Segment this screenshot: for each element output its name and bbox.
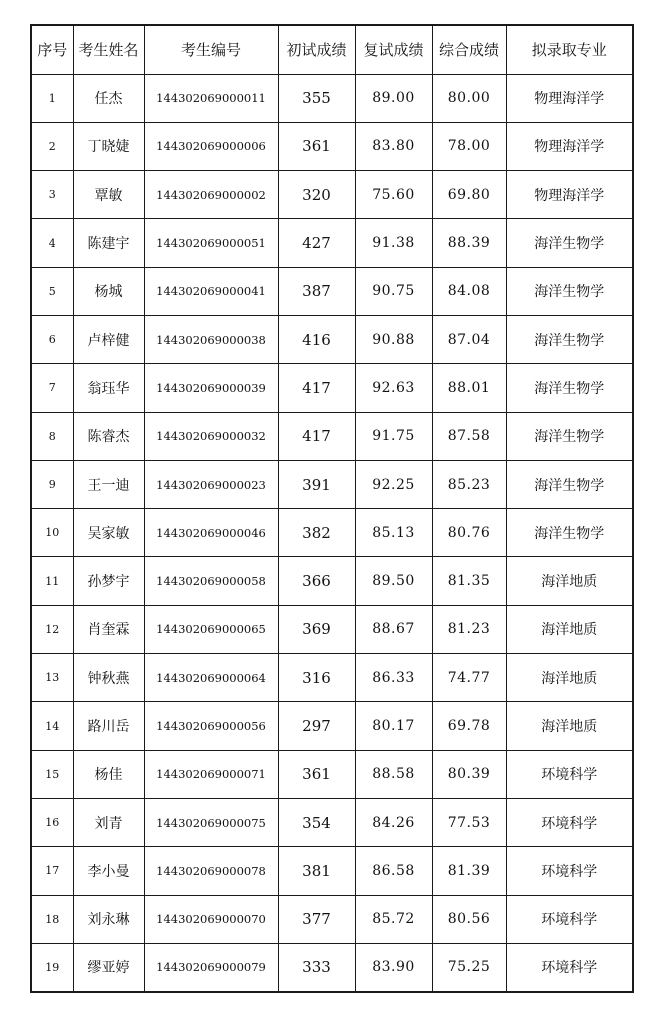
name-cell: 路川岳 <box>73 702 144 750</box>
table-row <box>31 74 633 122</box>
initial-score-cell: 417 <box>278 412 355 460</box>
initial-score-cell: 391 <box>278 460 355 508</box>
major-cell: 海洋生物学 <box>506 509 633 557</box>
retest-score-cell: 88.58 <box>355 750 432 798</box>
candidate-id-cell: 144302069000064 <box>144 654 278 702</box>
candidate-id-cell: 144302069000071 <box>144 750 278 798</box>
total-score-cell: 81.23 <box>432 605 506 653</box>
index-cell: 12 <box>31 605 73 653</box>
initial-score-cell: 387 <box>278 267 355 315</box>
initial-score-cell: 333 <box>278 943 355 991</box>
table-row <box>31 798 633 846</box>
name-cell: 钟秋燕 <box>73 654 144 702</box>
name-cell: 杨佳 <box>73 750 144 798</box>
initial-score-cell: 377 <box>278 895 355 943</box>
table-row <box>31 171 633 219</box>
index-cell: 5 <box>31 267 73 315</box>
index-cell: 9 <box>31 460 73 508</box>
major-cell: 物理海洋学 <box>506 122 633 170</box>
retest-score-cell: 85.72 <box>355 895 432 943</box>
index-cell: 3 <box>31 171 73 219</box>
index-cell: 7 <box>31 364 73 412</box>
total-score-cell: 69.80 <box>432 171 506 219</box>
table-row <box>31 750 633 798</box>
index-cell: 10 <box>31 509 73 557</box>
table-row <box>31 219 633 267</box>
retest-score-cell: 90.88 <box>355 315 432 363</box>
table-row <box>31 605 633 653</box>
index-cell: 13 <box>31 654 73 702</box>
total-score-cell: 75.25 <box>432 943 506 991</box>
retest-score-cell: 92.25 <box>355 460 432 508</box>
major-cell: 环境科学 <box>506 943 633 991</box>
candidate-id-cell: 144302069000023 <box>144 460 278 508</box>
retest-score-cell: 92.63 <box>355 364 432 412</box>
name-cell: 孙梦宇 <box>73 557 144 605</box>
major-cell: 海洋生物学 <box>506 267 633 315</box>
total-score-cell: 84.08 <box>432 267 506 315</box>
name-cell: 卢梓健 <box>73 315 144 363</box>
header-row <box>31 25 633 74</box>
total-score-cell: 88.01 <box>432 364 506 412</box>
table-row <box>31 315 633 363</box>
candidate-id-cell: 144302069000070 <box>144 895 278 943</box>
candidate-id-cell: 144302069000065 <box>144 605 278 653</box>
total-score-cell: 80.00 <box>432 74 506 122</box>
name-cell: 肖奎霖 <box>73 605 144 653</box>
initial-score-cell: 427 <box>278 219 355 267</box>
candidate-id-cell: 144302069000032 <box>144 412 278 460</box>
table-row <box>31 943 633 991</box>
retest-score-cell: 75.60 <box>355 171 432 219</box>
header-candidate-id: 考生编号 <box>144 25 278 74</box>
initial-score-cell: 382 <box>278 509 355 557</box>
major-cell: 海洋生物学 <box>506 460 633 508</box>
initial-score-cell: 320 <box>278 171 355 219</box>
retest-score-cell: 90.75 <box>355 267 432 315</box>
header-total-score: 综合成绩 <box>432 25 506 74</box>
index-cell: 15 <box>31 750 73 798</box>
major-cell: 环境科学 <box>506 750 633 798</box>
major-cell: 海洋地质 <box>506 605 633 653</box>
admission-table <box>30 24 634 993</box>
retest-score-cell: 91.38 <box>355 219 432 267</box>
name-cell: 王一迪 <box>73 460 144 508</box>
total-score-cell: 80.76 <box>432 509 506 557</box>
major-cell: 海洋地质 <box>506 557 633 605</box>
table-row <box>31 895 633 943</box>
index-cell: 19 <box>31 943 73 991</box>
major-cell: 环境科学 <box>506 895 633 943</box>
index-cell: 11 <box>31 557 73 605</box>
major-cell: 物理海洋学 <box>506 74 633 122</box>
candidate-id-cell: 144302069000046 <box>144 509 278 557</box>
total-score-cell: 69.78 <box>432 702 506 750</box>
header-index: 序号 <box>31 25 73 74</box>
table-row <box>31 122 633 170</box>
name-cell: 陈建宇 <box>73 219 144 267</box>
total-score-cell: 80.39 <box>432 750 506 798</box>
candidate-id-cell: 144302069000011 <box>144 74 278 122</box>
retest-score-cell: 86.33 <box>355 654 432 702</box>
candidate-id-cell: 144302069000006 <box>144 122 278 170</box>
name-cell: 刘永琳 <box>73 895 144 943</box>
retest-score-cell: 91.75 <box>355 412 432 460</box>
index-cell: 6 <box>31 315 73 363</box>
index-cell: 4 <box>31 219 73 267</box>
name-cell: 翁珏华 <box>73 364 144 412</box>
table-row <box>31 702 633 750</box>
index-cell: 1 <box>31 74 73 122</box>
index-cell: 18 <box>31 895 73 943</box>
retest-score-cell: 80.17 <box>355 702 432 750</box>
total-score-cell: 85.23 <box>432 460 506 508</box>
index-cell: 8 <box>31 412 73 460</box>
initial-score-cell: 366 <box>278 557 355 605</box>
initial-score-cell: 355 <box>278 74 355 122</box>
header-initial-score: 初试成绩 <box>278 25 355 74</box>
major-cell: 海洋地质 <box>506 654 633 702</box>
table-row <box>31 509 633 557</box>
header-name: 考生姓名 <box>73 25 144 74</box>
name-cell: 丁晓婕 <box>73 122 144 170</box>
index-cell: 17 <box>31 847 73 895</box>
candidate-id-cell: 144302069000051 <box>144 219 278 267</box>
initial-score-cell: 361 <box>278 122 355 170</box>
name-cell: 陈睿杰 <box>73 412 144 460</box>
candidate-id-cell: 144302069000041 <box>144 267 278 315</box>
table-row <box>31 460 633 508</box>
initial-score-cell: 354 <box>278 798 355 846</box>
initial-score-cell: 361 <box>278 750 355 798</box>
candidate-id-cell: 144302069000039 <box>144 364 278 412</box>
retest-score-cell: 85.13 <box>355 509 432 557</box>
table-row <box>31 267 633 315</box>
table-row <box>31 654 633 702</box>
initial-score-cell: 297 <box>278 702 355 750</box>
name-cell: 覃敏 <box>73 171 144 219</box>
total-score-cell: 78.00 <box>432 122 506 170</box>
retest-score-cell: 89.50 <box>355 557 432 605</box>
initial-score-cell: 417 <box>278 364 355 412</box>
total-score-cell: 77.53 <box>432 798 506 846</box>
table-row <box>31 412 633 460</box>
major-cell: 海洋生物学 <box>506 364 633 412</box>
table-row <box>31 364 633 412</box>
major-cell: 海洋地质 <box>506 702 633 750</box>
candidate-id-cell: 144302069000038 <box>144 315 278 363</box>
total-score-cell: 81.39 <box>432 847 506 895</box>
total-score-cell: 88.39 <box>432 219 506 267</box>
retest-score-cell: 83.80 <box>355 122 432 170</box>
name-cell: 任杰 <box>73 74 144 122</box>
candidate-id-cell: 144302069000075 <box>144 798 278 846</box>
retest-score-cell: 86.58 <box>355 847 432 895</box>
major-cell: 物理海洋学 <box>506 171 633 219</box>
initial-score-cell: 416 <box>278 315 355 363</box>
candidate-id-cell: 144302069000056 <box>144 702 278 750</box>
index-cell: 2 <box>31 122 73 170</box>
initial-score-cell: 381 <box>278 847 355 895</box>
retest-score-cell: 83.90 <box>355 943 432 991</box>
index-cell: 16 <box>31 798 73 846</box>
table-row <box>31 557 633 605</box>
major-cell: 环境科学 <box>506 798 633 846</box>
total-score-cell: 81.35 <box>432 557 506 605</box>
major-cell: 环境科学 <box>506 847 633 895</box>
name-cell: 吴家敏 <box>73 509 144 557</box>
header-retest-score: 复试成绩 <box>355 25 432 74</box>
retest-score-cell: 89.00 <box>355 74 432 122</box>
total-score-cell: 74.77 <box>432 654 506 702</box>
index-cell: 14 <box>31 702 73 750</box>
candidate-id-cell: 144302069000079 <box>144 943 278 991</box>
initial-score-cell: 316 <box>278 654 355 702</box>
retest-score-cell: 88.67 <box>355 605 432 653</box>
total-score-cell: 80.56 <box>432 895 506 943</box>
name-cell: 李小曼 <box>73 847 144 895</box>
candidate-id-cell: 144302069000078 <box>144 847 278 895</box>
name-cell: 杨城 <box>73 267 144 315</box>
candidate-id-cell: 144302069000058 <box>144 557 278 605</box>
name-cell: 刘青 <box>73 798 144 846</box>
table-row <box>31 847 633 895</box>
major-cell: 海洋生物学 <box>506 315 633 363</box>
retest-score-cell: 84.26 <box>355 798 432 846</box>
initial-score-cell: 369 <box>278 605 355 653</box>
name-cell: 缪亚婷 <box>73 943 144 991</box>
total-score-cell: 87.58 <box>432 412 506 460</box>
header-major: 拟录取专业 <box>506 25 633 74</box>
major-cell: 海洋生物学 <box>506 412 633 460</box>
major-cell: 海洋生物学 <box>506 219 633 267</box>
total-score-cell: 87.04 <box>432 315 506 363</box>
candidate-id-cell: 144302069000002 <box>144 171 278 219</box>
